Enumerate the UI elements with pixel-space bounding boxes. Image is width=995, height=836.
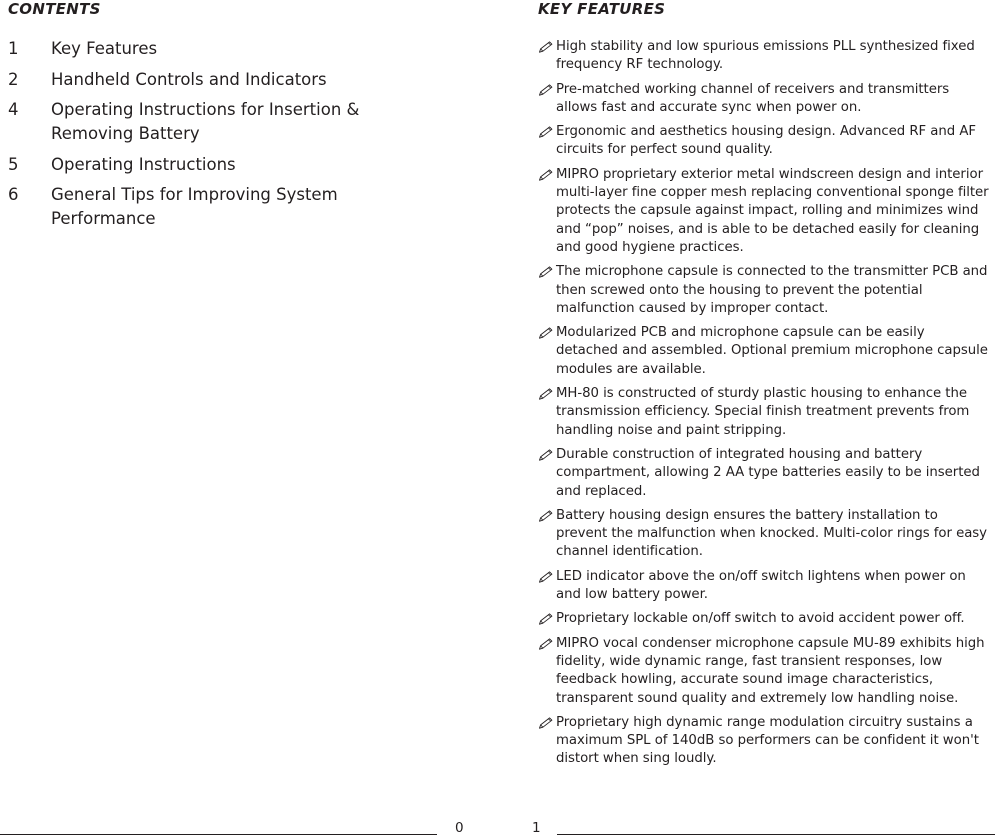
pencil-icon bbox=[538, 41, 554, 53]
page-number-left: 0 bbox=[455, 820, 464, 836]
toc-item-title: Key Features bbox=[51, 39, 158, 58]
key-feature-item bbox=[538, 81, 990, 118]
pencil-icon bbox=[538, 266, 554, 278]
toc-item-operating-instructions[interactable] bbox=[8, 153, 408, 177]
key-features-list bbox=[538, 38, 990, 775]
key-feature-text: Proprietary lockable on/off switch to avoid accident power off. bbox=[556, 611, 965, 627]
pencil-icon bbox=[538, 327, 554, 339]
key-feature-item bbox=[538, 507, 990, 562]
pencil-icon bbox=[538, 571, 554, 583]
key-feature-text: Ergonomic and aesthetics housing design. Advanced RF and AF circuits for perfect sound quality. bbox=[556, 124, 976, 158]
pencil-icon bbox=[538, 84, 554, 96]
toc-item-title: General Tips for Improving System Performance bbox=[51, 185, 338, 228]
key-feature-item bbox=[538, 446, 990, 501]
key-feature-text: Battery housing design ensures the battery installation to prevent the malfunction when knocked. Multi-color rings for easy channel identification. bbox=[556, 507, 988, 560]
toc-item-number: 2 bbox=[8, 69, 19, 89]
key-feature-text: Modularized PCB and microphone capsule can be easily detached and assembled. Optional premium microphone capsule modules are available. bbox=[556, 325, 988, 377]
key-feature-text: MIPRO proprietary exterior metal windscreen design and interior multi-layer fine copper mesh replacing conventional sponge filter protects the capsule against impact, rolling and minimizes wind and “pop” noises, and is able to be detached easily for cleaning and good hygiene practices. bbox=[556, 166, 989, 255]
footer-rule-left bbox=[0, 834, 437, 835]
toc-item-number: 6 bbox=[8, 185, 19, 204]
key-feature-item bbox=[538, 263, 990, 318]
key-feature-item bbox=[538, 714, 990, 769]
contents-heading: CONTENTS bbox=[8, 0, 101, 18]
toc-item-number: 1 bbox=[8, 39, 19, 58]
pencil-icon bbox=[538, 638, 554, 650]
key-feature-text: Durable construction of integrated housing and battery compartment, allowing 2 AA type batteries easily to be inserted and replaced. bbox=[556, 446, 980, 499]
key-feature-text: The microphone capsule is connected to the transmitter PCB and then screwed onto the housing to prevent the potential malfunction caused by improper contact. bbox=[556, 264, 988, 316]
toc-item-title: Handheld Controls and Indicators bbox=[51, 69, 327, 89]
pencil-icon bbox=[538, 169, 554, 181]
key-feature-item bbox=[538, 166, 990, 257]
key-feature-text: Pre-matched working channel of receivers and transmitters allows fast and accurate sync when power on. bbox=[556, 81, 950, 115]
toc-item-number: 5 bbox=[8, 154, 19, 174]
key-feature-text: MH-80 is constructed of sturdy plastic housing to enhance the transmission efficiency. Special finish treatment prevents from handling noise and paint stripping. bbox=[556, 386, 970, 438]
pencil-icon bbox=[538, 613, 554, 625]
key-feature-item bbox=[538, 635, 990, 708]
table-of-contents bbox=[8, 37, 408, 238]
key-feature-item bbox=[538, 123, 990, 160]
key-feature-text: High stability and low spurious emissions PLL synthesized fixed frequency RF technology. bbox=[556, 39, 975, 73]
toc-item-title: Operating Instructions bbox=[51, 154, 236, 174]
toc-item-handheld-controls[interactable] bbox=[8, 68, 408, 92]
pencil-icon bbox=[538, 510, 554, 522]
key-feature-text: Proprietary high dynamic range modulation circuitry sustains a maximum SPL of 140dB so performers can be confident it won't distort when sing loudly. bbox=[556, 714, 979, 767]
toc-item-title: Operating Instructions for Insertion & Removing Battery bbox=[51, 100, 360, 143]
key-feature-item bbox=[538, 385, 990, 440]
key-feature-text: LED indicator above the on/off switch lightens when power on and low battery power. bbox=[556, 568, 966, 603]
key-feature-item bbox=[538, 610, 990, 628]
footer-rule-right bbox=[557, 834, 995, 835]
toc-item-battery-instructions[interactable] bbox=[8, 98, 408, 146]
toc-item-number: 4 bbox=[8, 100, 19, 119]
page-number-right: 1 bbox=[532, 820, 541, 836]
pencil-icon bbox=[538, 388, 554, 400]
toc-item-general-tips[interactable] bbox=[8, 183, 408, 231]
key-feature-item bbox=[538, 324, 990, 379]
pencil-icon bbox=[538, 126, 554, 138]
toc-item-key-features[interactable] bbox=[8, 37, 408, 61]
key-feature-item bbox=[538, 38, 990, 75]
pencil-icon bbox=[538, 717, 554, 729]
pencil-icon bbox=[538, 449, 554, 461]
key-features-heading: KEY FEATURES bbox=[538, 0, 666, 18]
key-feature-item bbox=[538, 568, 990, 605]
key-feature-text: MIPRO vocal condenser microphone capsule MU-89 exhibits high fidelity, wide dynamic range, fast transient responses, low feedback howling, accurate sound image characteristics, transparent sound quality and extremely low handling noise. bbox=[556, 635, 985, 706]
